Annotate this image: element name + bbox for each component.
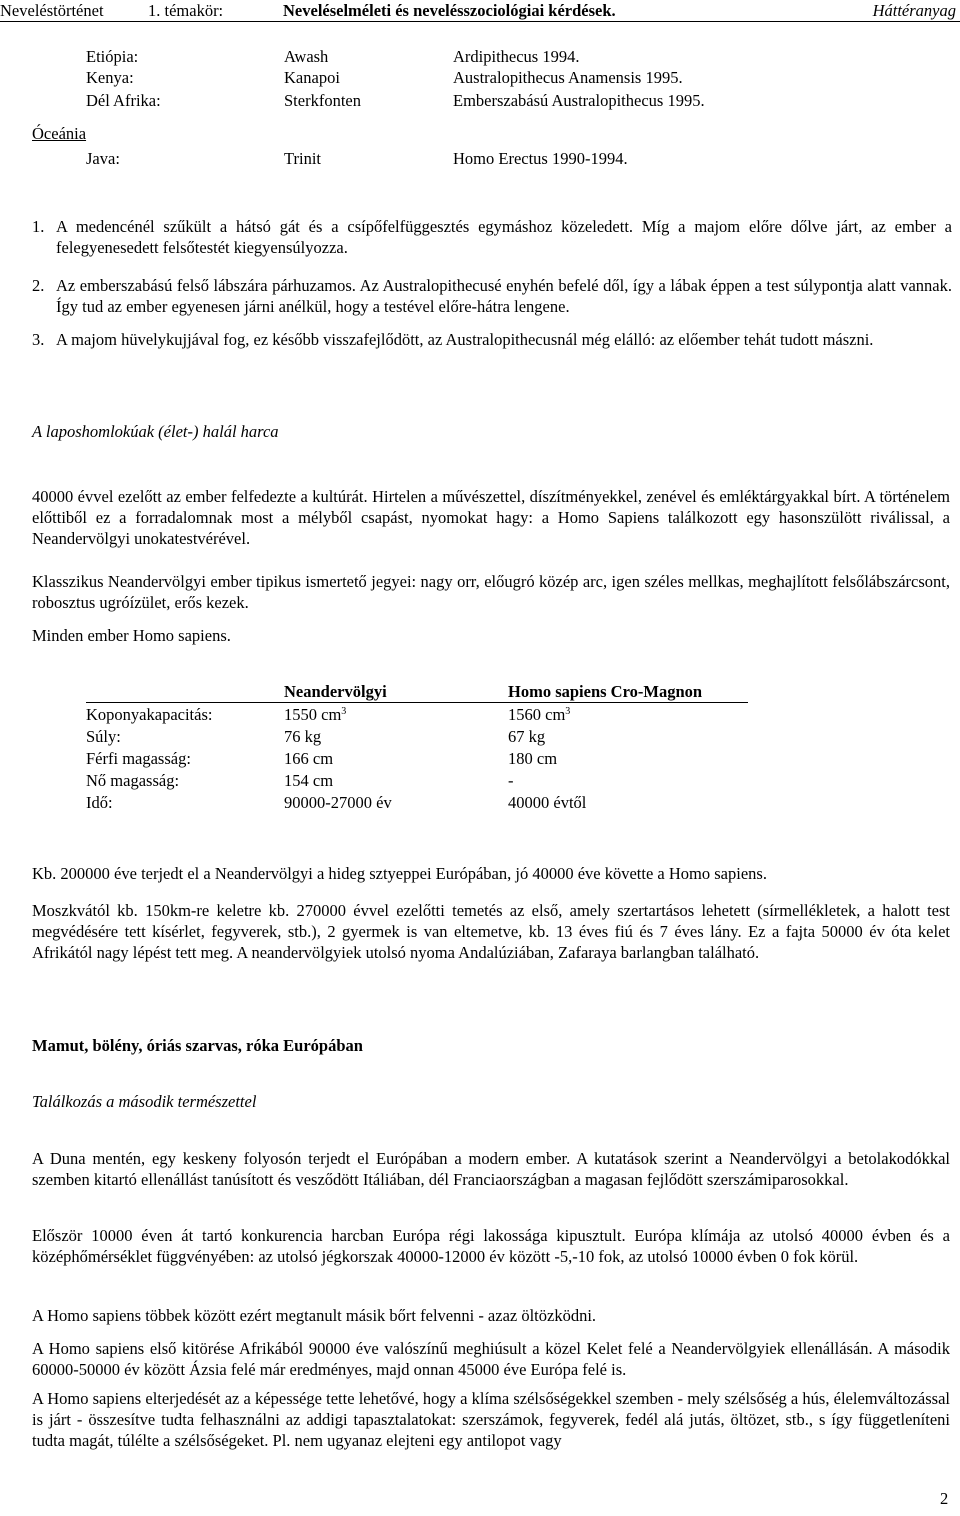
site-region: Java: [86, 149, 120, 168]
table-header-cell: Neandervölgyi [284, 682, 387, 701]
table-cell: Férfi magasság: [86, 749, 191, 768]
cell-value: 1560 cm [508, 705, 566, 724]
table-row [86, 747, 748, 769]
site-region: Dél Afrika: [86, 91, 161, 110]
paragraph: 40000 évvel ezelőtt az ember felfedezte a kultúrát. Hirtelen a művészettel, díszítményekkel, zenével és emléktárgyakkal bírt. A történelem előttiből ez a forradalomnak most a mélyből csapást, nyomokat hagy: a Homo Sapiens találkozott egy hasonszülött riválissal, a Neandervölgyi unokatestvérével. [32, 487, 950, 548]
table-row [86, 725, 748, 747]
table-cell [284, 703, 508, 726]
numbered-point [32, 329, 952, 350]
point-number: 1. [32, 217, 45, 236]
table-cell: Súly: [86, 727, 121, 746]
table-cell: 76 kg [284, 727, 322, 746]
table-cell: 40000 évtől [508, 793, 587, 812]
cell-superscript: 3 [565, 706, 571, 717]
point-text: A medencénél szűkült a hátsó gát és a csípőfelfüggesztés egymáshoz közeledett. Míg a majom előre dőlve járt, az ember a felegyenesedett felsőtestét kiegyensúlyozza. [56, 217, 952, 257]
paragraph: A Homo sapiens első kitörése Afrikából 90000 éve valószínű meghiúsult a közel Kelet felé a Neandervölgyiek ellenállásán. A második 60000-50000 év között Ázsia felé már eredményes, majd onnan 45000 éve Európa felé is. [32, 1339, 950, 1379]
section-subtitle: Találkozás a második természettel [32, 1092, 257, 1111]
paragraph: Minden ember Homo sapiens. [32, 626, 231, 645]
header-topic-title: Neveléselméleti és nevelésszociológiai kérdések. [283, 1, 616, 20]
paragraph: Moszkvától kb. 150km-re keletre kb. 270000 évvel ezelőtti temetés az első, amely szertartásos lehetett (sírmellékletek, a halott test megvédésére tett kísérlet, fegyverek, stb.), 2 gyermek is van eltemetve, kb. 13 éves fiú és 7 éves lány. Ez a fajta 50000 év óta kelet Afrikától nagy lépést tett meg. A neandervölgyiek utolsó nyoma Andalúziában, Zafaraya barlangban található. [32, 901, 950, 962]
numbered-point [32, 216, 952, 258]
table-cell: Nő magasság: [86, 771, 180, 790]
header-course: Neveléstörténet [0, 1, 104, 20]
header-topic-number: 1. témakör: [148, 1, 224, 20]
site-place: Sterkfonten [284, 91, 361, 110]
point-number: 3. [32, 330, 45, 349]
site-place: Awash [284, 47, 329, 66]
numbered-point [32, 275, 952, 317]
table-header-cell: Homo sapiens Cro-Magnon [508, 682, 703, 701]
table-cell: - [508, 771, 514, 790]
table-cell: 180 cm [508, 749, 558, 768]
table-cell: 90000-27000 év [284, 793, 392, 812]
table-cell [508, 703, 748, 726]
site-find: Homo Erectus 1990-1994. [453, 149, 628, 168]
site-region: Etiópia: [86, 47, 139, 66]
oceania-heading: Óceánia [32, 124, 87, 143]
cell-superscript: 3 [341, 706, 347, 717]
site-find: Emberszabású Australopithecus 1995. [453, 91, 705, 110]
header-rule [0, 21, 960, 22]
cell-value: 1550 cm [284, 705, 342, 724]
table-row [86, 769, 748, 791]
table-cell: 166 cm [284, 749, 334, 768]
point-text: A majom hüvelykujjával fog, ez később visszafejlődött, az Australopithecusnál még elálló: az előember tehát tudott mászni. [56, 330, 874, 349]
site-place: Trinit [284, 149, 321, 168]
paragraph: Először 10000 éven át tartó konkurencia harcban Európa régi lakossága kipusztult. Európa klímája az utolsó 40000 évben és a középhőmérséklet függvényében: az utolsó jégkorszak 40000-12000 év között -5,-10 fok, az utolsó 10000 évben 0 fok körül. [32, 1226, 950, 1266]
paragraph: A Homo sapiens többek között ezért megtanult másik bőrt felvenni - azaz öltözködni. [32, 1306, 597, 1325]
table-cell: 154 cm [284, 771, 334, 790]
point-text: Az emberszabású felső lábszára párhuzamos. Az Australopithecusé enyhén befelé dől, így a lábak éppen a test súlypontja alatt vannak. Így tud az ember egyenesen járni anélkül, hogy a testével előre-hátra lengene. [56, 276, 952, 316]
section-title: A laposhomlokúak (élet-) halál harca [32, 422, 279, 441]
site-place: Kanapoi [284, 68, 340, 87]
page-number: 2 [940, 1489, 949, 1508]
table-header-cell [86, 680, 284, 703]
header-section: Háttéranyag [872, 1, 956, 20]
paragraph: A Homo sapiens elterjedését az a képessége tette lehetővé, hogy a klíma szélsőségekkel szemben - mely szélsőség a hús, élelemváltozással is járt - összesítve tudta felhasználni az addigi tapasztalatokat: szerszámok, fegyverek, fedél alá jutás, öltözet, stb., s így függetleníteni tudta magát, túlélte a szélsőségeket. Pl. nem ugyanaz elejteni egy antilopot vagy [32, 1389, 950, 1450]
table-cell: Koponyakapacitás: [86, 705, 213, 724]
site-find: Ardipithecus 1994. [453, 47, 580, 66]
table-cell: Idő: [86, 793, 113, 812]
section-title: Mamut, bölény, óriás szarvas, róka Európában [32, 1036, 363, 1055]
paragraph: Kb. 200000 éve terjedt el a Neandervölgyi a hideg sztyeppei Európában, jó 40000 éve követte a Homo sapiens. [32, 864, 767, 883]
point-number: 2. [32, 276, 45, 295]
table-header-row [86, 680, 748, 703]
table-cell: 67 kg [508, 727, 546, 746]
paragraph: Klasszikus Neandervölgyi ember tipikus ismertető jegyei: nagy orr, előugró közép arc, igen széles mellkas, meghajlított felsőlábszárcsont, robosztus ugróízület, erős kezek. [32, 572, 950, 612]
site-region: Kenya: [86, 68, 134, 87]
comparison-table [86, 680, 748, 813]
table-row [86, 791, 748, 813]
table-row [86, 703, 748, 726]
paragraph: A Duna mentén, egy keskeny folyosón terjedt el Európában a modern ember. A kutatások szerint a Neandervölgyi a betolakodókkal szemben kitartó ellenállást tanúsított és vesződött Itáliában, dél Franciaországban a magasan fejlődött szerszámiparosokkal. [32, 1149, 950, 1189]
site-find: Australopithecus Anamensis 1995. [453, 68, 683, 87]
